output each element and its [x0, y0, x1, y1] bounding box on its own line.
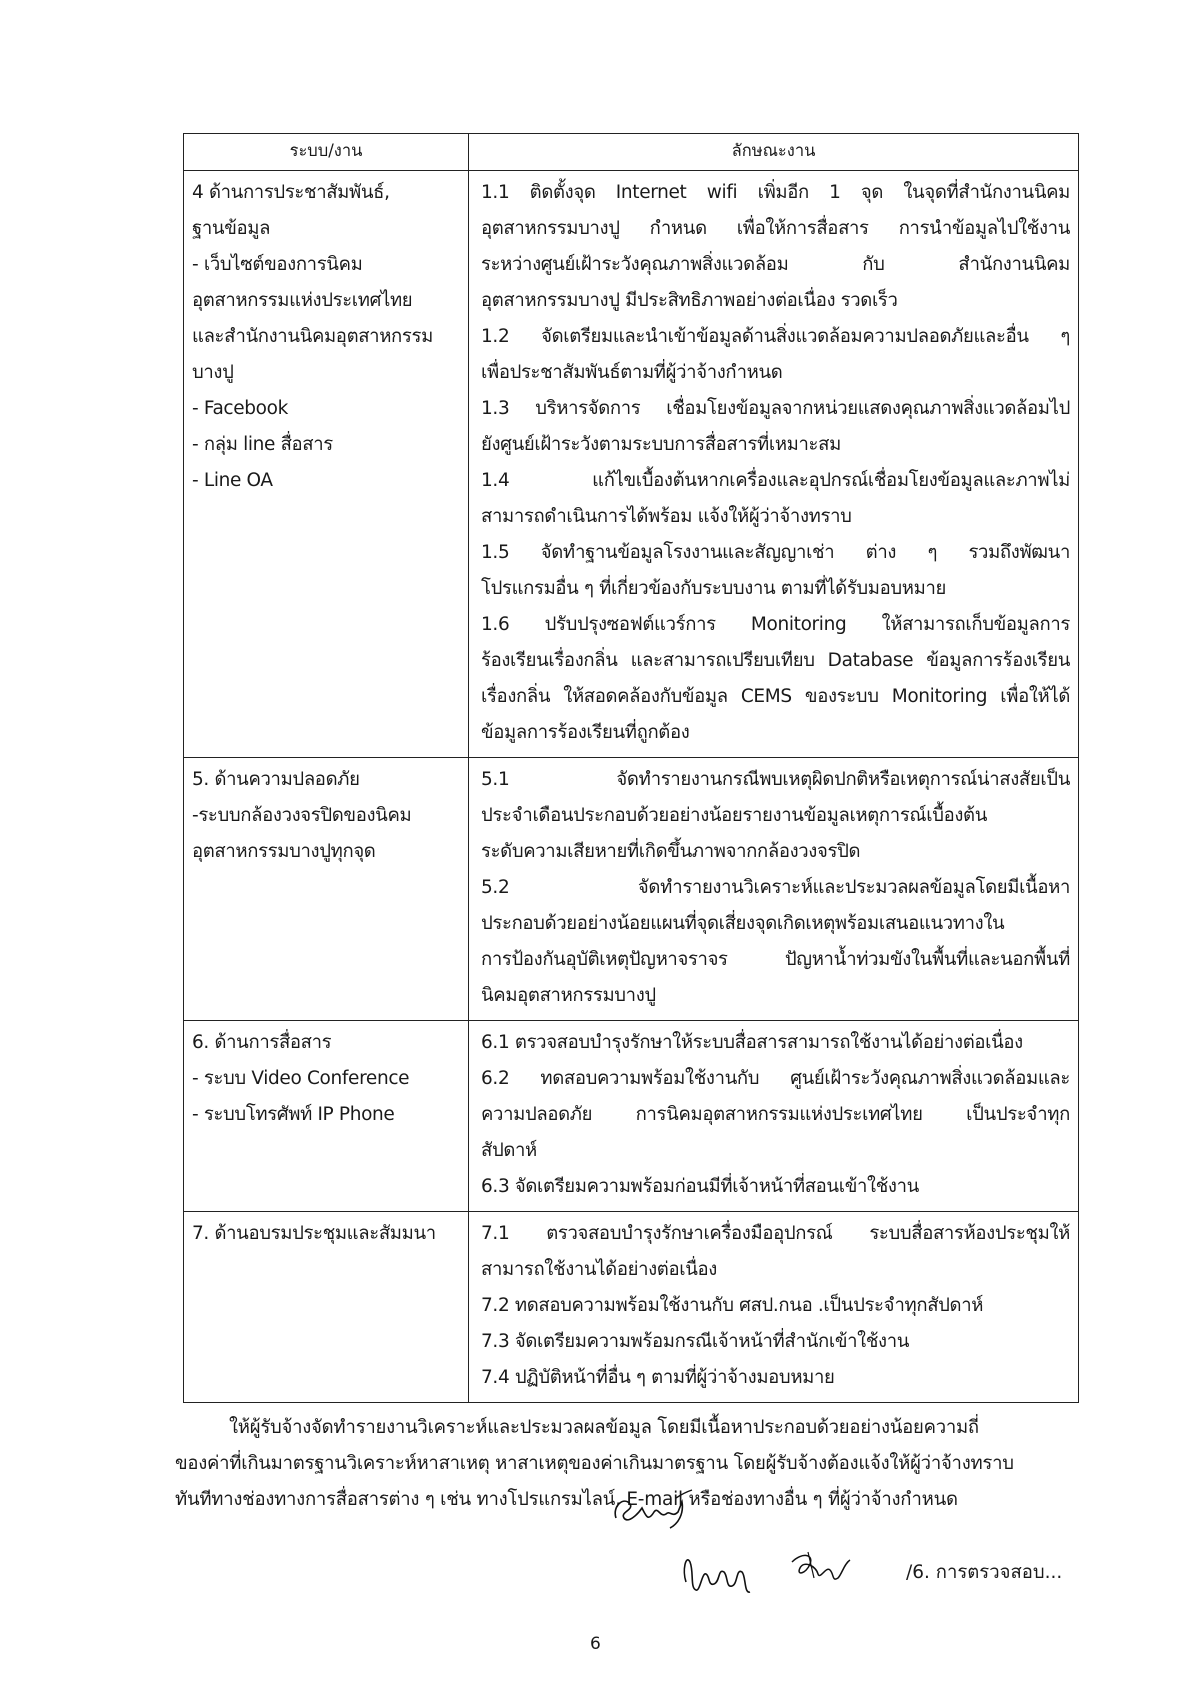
paragraph-line: ทันทีทางช่องทางการสื่อสารต่าง ๆ เช่น ทางโปรแกรมไลน์, E-mail หรือช่องทางอื่น ๆ ที่ผู้ว่าจ้างกำหนด [175, 1489, 958, 1510]
task-item: 6.2 ทดสอบความพร้อมใช้งานกับ ศูนย์เฝ้าระวังคุณภาพสิ่งแวดล้อมและ [481, 1068, 1070, 1089]
signature-3 [788, 1548, 858, 1588]
system-line: - กลุ่ม line สื่อสาร [192, 434, 333, 455]
table-body [184, 171, 1079, 1403]
scope-of-work-table [183, 133, 1079, 1403]
system-line: - ระบบ Video Conference [192, 1068, 410, 1089]
task-item: 7.3 จัดเตรียมความพร้อมกรณีเจ้าหน้าที่สำนักเข้าใช้งาน [481, 1331, 910, 1352]
task-item-continuation: ประกอบด้วยอย่างน้อยแผนที่จุดเสี่ยงจุดเกิดเหตุพร้อมเสนอแนวทางใน [481, 913, 1005, 934]
paragraph-line: ของค่าที่เกินมาตรฐานวิเคราะห์หาสาเหตุ หาสาเหตุของค่าเกินมาตรฐาน โดยผู้รับจ้างต้องแจ้งให้ผู้ว่าจ้างทราบ [175, 1453, 1014, 1474]
task-item: 1.1 ติดตั้งจุด Internet wifi เพิ่มอีก 1 จุด ในจุดที่สำนักงานนิคม [481, 182, 1070, 203]
task-description-cell [469, 1021, 1079, 1212]
table-row [184, 758, 1079, 1021]
system-line: - Facebook [192, 398, 288, 419]
system-line: อุตสาหกรรมบางปูทุกจุด [192, 841, 376, 862]
system-line: 5. ด้านความปลอดภัย [192, 769, 360, 790]
task-item-continuation: สัปดาห์ [481, 1140, 537, 1161]
task-item: 1.3 บริหารจัดการ เชื่อมโยงข้อมูลจากหน่วยแสดงคุณภาพสิ่งแวดล้อมไป [481, 398, 1070, 419]
system-line: ฐานข้อมูล [192, 218, 271, 239]
system-line: - Line OA [192, 470, 273, 491]
task-item-continuation: เรื่องกลิ่น ให้สอดคล้องกับข้อมูล CEMS ของระบบ Monitoring เพื่อให้ได้ [481, 686, 1070, 707]
task-item: 5.2 จัดทำรายงานวิเคราะห์และประมวลผลข้อมูลโดยมีเนื้อหา [481, 877, 1070, 898]
system-line: และสำนักงานนิคมอุตสาหกรรม [192, 326, 433, 347]
task-item-continuation: ยังศูนย์เฝ้าระวังตามระบบการสื่อสารที่เหมาะสม [481, 434, 841, 455]
table-row [184, 1212, 1079, 1403]
task-item-continuation: การป้องกันอุบัติเหตุปัญหาจราจร ปัญหาน้ำท่วมขังในพื้นที่และนอกพื้นที่ [481, 949, 1070, 970]
task-item-continuation: สามารถดำเนินการได้พร้อม แจ้งให้ผู้ว่าจ้างทราบ [481, 506, 852, 527]
task-item-continuation: ระดับความเสียหายที่เกิดขึ้นภาพจากกล้องวงจรปิด [481, 841, 861, 862]
task-item: 1.5 จัดทำฐานข้อมูลโรงงานและสัญญาเช่า ต่าง ๆ รวมถึงพัฒนา [481, 542, 1070, 563]
system-cell [184, 1212, 469, 1403]
header-task-description: ลักษณะงาน [469, 134, 1079, 171]
system-line: 4 ด้านการประชาสัมพันธ์, [192, 182, 390, 203]
page-number: 6 [590, 1634, 601, 1654]
task-item-continuation: สามารถใช้งานได้อย่างต่อเนื่อง [481, 1259, 717, 1280]
task-item: 5.1 จัดทำรายงานกรณีพบเหตุผิดปกติหรือเหตุการณ์น่าสงสัยเป็น [481, 769, 1070, 790]
task-item-continuation: โปรแกรมอื่น ๆ ที่เกี่ยวข้องกับระบบงาน ตามที่ได้รับมอบหมาย [481, 578, 947, 599]
system-cell [184, 758, 469, 1021]
task-description-cell [469, 1212, 1079, 1403]
task-item: 7.4 ปฏิบัติหน้าที่อื่น ๆ ตามที่ผู้ว่าจ้างมอบหมาย [481, 1367, 835, 1388]
task-item-continuation: ระหว่างศูนย์เฝ้าระวังคุณภาพสิ่งแวดล้อม กับ สำนักงานนิคม [481, 254, 1070, 275]
task-item-continuation: ข้อมูลการร้องเรียนที่ถูกต้อง [481, 722, 690, 743]
system-line: อุตสาหกรรมแห่งประเทศไทย [192, 290, 413, 311]
task-item: 7.2 ทดสอบความพร้อมใช้งานกับ ศสป.กนอ .เป็นประจำทุกสัปดาห์ [481, 1295, 984, 1316]
task-item: 1.4 แก้ไขเบื้องต้นหากเครื่องและอุปกรณ์เชื่อมโยงข้อมูลและภาพไม่ [481, 470, 1070, 491]
system-line: 7. ด้านอบรมประชุมและสัมมนา [192, 1223, 436, 1244]
system-cell [184, 1021, 469, 1212]
task-item-continuation: ร้องเรียนเรื่องกลิ่น และสามารถเปรียบเทียบ Database ข้อมูลการร้องเรียน [481, 650, 1070, 671]
table-header-row [184, 134, 1079, 171]
task-item: 7.1 ตรวจสอบบำรุงรักษาเครื่องมืออุปกรณ์ ระบบสื่อสารห้องประชุมให้ [481, 1223, 1070, 1244]
task-item: 6.1 ตรวจสอบบำรุงรักษาให้ระบบสื่อสารสามารถใช้งานได้อย่างต่อเนื่อง [481, 1032, 1023, 1053]
task-item: 6.3 จัดเตรียมความพร้อมก่อนมีที่เจ้าหน้าที่สอนเข้าใช้งาน [481, 1176, 919, 1197]
task-description-cell [469, 171, 1079, 758]
task-item-continuation: อุตสาหกรรมบางปู กำหนด เพื่อให้การสื่อสาร การนำข้อมูลไปใช้งาน [481, 218, 1070, 239]
system-line: -ระบบกล้องวงจรปิดของนิคม [192, 805, 412, 826]
task-item-continuation: นิคมอุตสาหกรรมบางปู [481, 985, 656, 1006]
task-item-continuation: อุตสาหกรรมบางปู มีประสิทธิภาพอย่างต่อเนื่อง รวดเร็ว [481, 290, 898, 311]
task-item-continuation: เพื่อประชาสัมพันธ์ตามที่ผู้ว่าจ้างกำหนด [481, 362, 783, 383]
system-line: - เว็บไซต์ของการนิคม [192, 254, 363, 275]
system-line: บางปู [192, 362, 234, 383]
task-description-cell [469, 758, 1079, 1021]
task-item-continuation: ประจำเดือนประกอบด้วยอย่างน้อยรายงานข้อมูลเหตุการณ์เบื้องต้น [481, 805, 987, 826]
paragraph-line: ให้ผู้รับจ้างจัดทำรายงานวิเคราะห์และประมวลผลข้อมูล โดยมีเนื้อหาประกอบด้วยอย่างน้อยความถี่ [229, 1417, 979, 1438]
system-line: 6. ด้านการสื่อสาร [192, 1032, 332, 1053]
header-system: ระบบ/งาน [184, 134, 469, 171]
system-line: - ระบบโทรศัพท์ IP Phone [192, 1104, 395, 1125]
task-item: 1.6 ปรับปรุงซอฟต์แวร์การ Monitoring ให้สามารถเก็บข้อมูลการ [481, 614, 1070, 635]
continuation-note: /6. การตรวจสอบ... [906, 1562, 1063, 1583]
task-item-continuation: ความปลอดภัย การนิคมอุตสาหกรรมแห่งประเทศไทย เป็นประจำทุก [481, 1104, 1070, 1125]
task-item: 1.2 จัดเตรียมและนำเข้าข้อมูลด้านสิ่งแวดล้อมความปลอดภัยและอื่น ๆ [481, 326, 1070, 347]
signature-1 [608, 1488, 698, 1534]
signature-2 [676, 1542, 766, 1598]
system-cell [184, 171, 469, 758]
table-row [184, 171, 1079, 758]
table-row [184, 1021, 1079, 1212]
